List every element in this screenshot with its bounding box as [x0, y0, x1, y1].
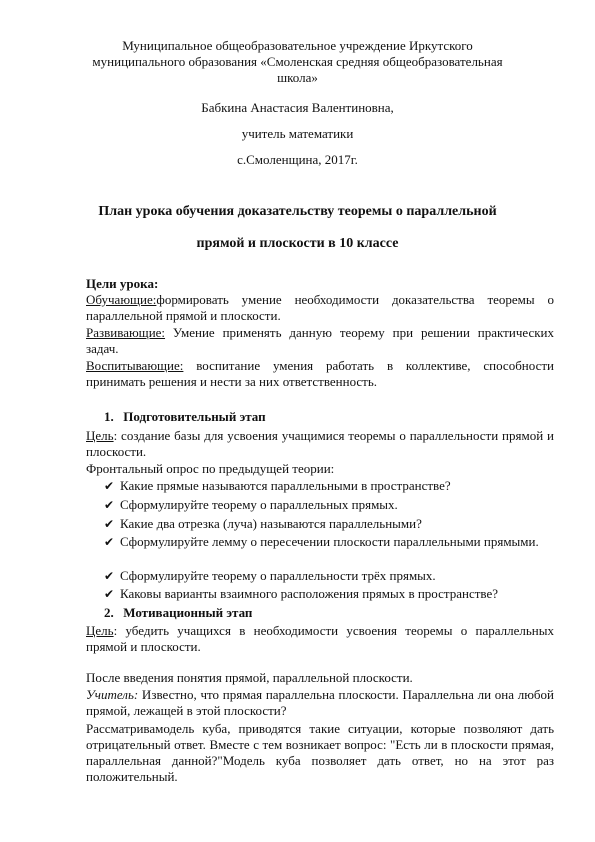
- question-text: Сформулируйте лемму о пересечении плоскости параллельными прямыми.: [120, 534, 539, 549]
- organization-line-2: муниципального образования «Смоленская средняя общеобразовательная: [92, 54, 503, 69]
- place-year: с.Смоленщина, 2017г.: [237, 152, 358, 167]
- goals-heading: Цели урока:: [86, 276, 159, 291]
- question-text: Сформулируйте теорему о параллельных прямых.: [120, 497, 398, 512]
- teacher-label: Учитель:: [86, 687, 139, 702]
- frontal-survey-intro: Фронтальный опрос по предыдущей теории:: [86, 461, 335, 476]
- stage-2-goal: [86, 623, 554, 655]
- lesson-title-line-2: прямой и плоскости в 10 классе: [196, 236, 399, 251]
- teacher-remark: [86, 687, 554, 719]
- question-item: [104, 497, 554, 513]
- goal-developing-label: Развивающие:: [86, 325, 166, 340]
- after-intro-text: После введения понятия прямой, параллельной плоскости.: [86, 670, 413, 685]
- organization-line-1: Муниципальное общеобразовательное учреждение Иркутского: [122, 38, 473, 53]
- stage-2-number: 2.: [104, 605, 114, 620]
- goal-teaching: [86, 292, 554, 324]
- goal-upbringing-label: Воспитывающие:: [86, 358, 184, 373]
- question-text: Какие прямые называются параллельными в пространстве?: [120, 478, 451, 493]
- stage-1-title: Подготовительный этап: [123, 409, 266, 424]
- check-icon: ✔: [104, 498, 115, 512]
- stage-1-goal: [86, 428, 554, 460]
- stage-2-heading: [104, 605, 544, 621]
- check-icon: ✔: [104, 535, 115, 549]
- goal-developing-text: Умение применять данную теорему при решении практических задач.: [86, 325, 554, 356]
- cube-model-paragraph: Рассматривамодель куба, приводятся такие ситуации, которые позволяют дать отрицательный ответ. Вместе с тем возникает вопрос: "Есть ли в плоскости прямая, параллельная данной?"Модель куба позволяет дать ответ, но на этот раз положительный.: [86, 721, 554, 784]
- check-icon: ✔: [104, 479, 115, 493]
- organization-name: [60, 38, 535, 86]
- stage-1-heading: [104, 409, 544, 425]
- check-icon: ✔: [104, 587, 115, 601]
- goal-upbringing: [86, 358, 554, 390]
- check-icon: ✔: [104, 517, 115, 531]
- goal-developing: [86, 325, 554, 357]
- organization-line-3: школа»: [277, 70, 318, 85]
- lesson-title-line-1: План урока обучения доказательству теоремы о параллельной: [98, 204, 497, 219]
- author-position: учитель математики: [241, 126, 354, 141]
- question-text: Сформулируйте теорему о параллельности трёх прямых.: [120, 568, 436, 583]
- question-item: [104, 568, 554, 584]
- question-item: [104, 586, 554, 602]
- stage-1-goal-label: Цель: [86, 428, 114, 443]
- question-item: [104, 478, 554, 494]
- stage-2-title: Мотивационный этап: [123, 605, 253, 620]
- question-item: [104, 516, 554, 532]
- check-icon: ✔: [104, 569, 115, 583]
- goal-upbringing-text: воспитание умения работать в коллективе, способности принимать решения и нести за них ответственность.: [86, 358, 554, 389]
- question-text: Каковы варианты взаимного расположения прямых в пространстве?: [120, 586, 498, 601]
- goal-teaching-label: Обучающие:: [86, 292, 157, 307]
- question-item: [104, 534, 554, 550]
- author-name: Бабкина Анастасия Валентиновна,: [201, 100, 394, 115]
- stage-1-number: 1.: [104, 409, 114, 424]
- question-text: Какие два отрезка (луча) называются параллельными?: [120, 516, 422, 531]
- stage-2-goal-label: Цель: [86, 623, 114, 638]
- teacher-text: Известно, что прямая параллельна плоскости. Параллельна ли она любой прямой, лежащей в этой плоскости?: [86, 687, 554, 718]
- stage-1-goal-text: : создание базы для усвоения учащимися теоремы о параллельности прямой и плоскости.: [86, 428, 554, 459]
- stage-2-goal-text: : убедить учащихся в необходимости усвоения теоремы о параллельных прямой и плоскости.: [86, 623, 554, 654]
- goal-teaching-text: формировать умение необходимости доказательства теоремы о параллельной прямой и плоскости.: [86, 292, 554, 323]
